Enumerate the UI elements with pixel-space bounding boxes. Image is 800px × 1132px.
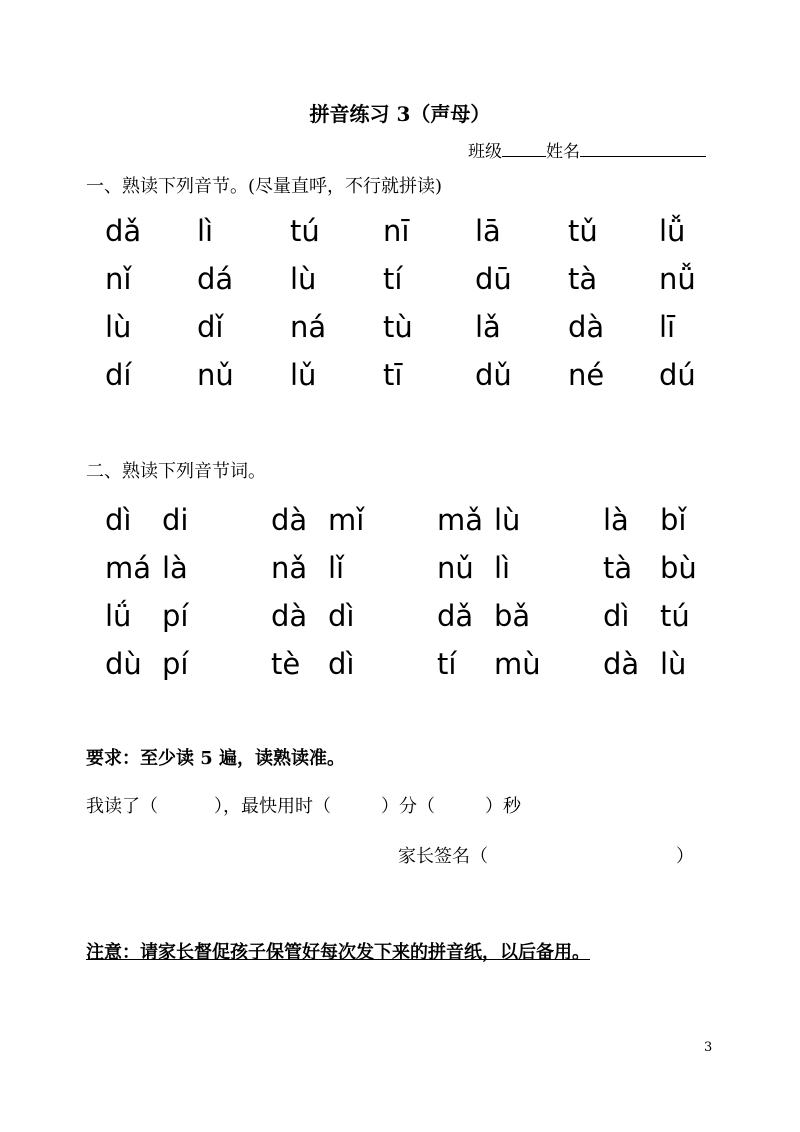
word-syllable: dà	[603, 647, 640, 681]
syllable: tǔ	[568, 214, 598, 248]
word-syllable: bǐ	[660, 503, 687, 537]
syllable: dū	[475, 262, 512, 296]
syllable: lā	[475, 214, 501, 248]
word-syllable: lǘ	[105, 599, 132, 633]
section2-heading: 二、熟读下列音节词。	[86, 461, 266, 482]
syllable: lǎ	[475, 310, 501, 344]
page-number: 3	[704, 1040, 713, 1055]
read-count-label: 我读了（	[86, 796, 158, 817]
word-syllable: dà	[271, 599, 308, 633]
word-syllable: dì	[328, 647, 355, 681]
syllable: dǎ	[105, 214, 142, 248]
class-blank	[502, 140, 546, 157]
word-syllable: dù	[105, 647, 142, 681]
parent-signature-label: 家长签名（	[398, 846, 488, 867]
name-label: 姓名	[546, 142, 580, 162]
syllable: nī	[383, 214, 410, 248]
word-syllable: dì	[105, 503, 132, 537]
syllable: dá	[197, 262, 234, 296]
class-name-line	[468, 137, 706, 162]
word-syllable: lù	[660, 647, 687, 681]
syllable: lī	[659, 310, 676, 344]
word-syllable: mǎ	[437, 503, 484, 537]
syllable: tú	[290, 214, 320, 248]
reading-record-line	[86, 792, 521, 818]
word-syllable: tú	[660, 599, 690, 633]
syllable: lǔ	[290, 358, 317, 392]
word-syllable: là	[603, 503, 629, 537]
minutes-label: ）分（	[381, 796, 435, 817]
syllable: lù	[105, 310, 132, 344]
word-syllable: má	[105, 551, 152, 585]
word-syllable: là	[162, 551, 188, 585]
syllable: lì	[197, 214, 214, 248]
word-syllable: lì	[494, 551, 511, 585]
word-syllable: tí	[437, 647, 457, 681]
syllable: nǐ	[105, 262, 132, 296]
word-syllable: mù	[494, 647, 541, 681]
word-syllable: pí	[162, 647, 189, 681]
syllable: tī	[383, 358, 403, 392]
word-syllable: mǐ	[328, 503, 365, 537]
parent-signature-line	[398, 842, 694, 868]
syllable: tù	[383, 310, 413, 344]
parent-signature-close: ）	[676, 846, 694, 867]
page-title: 拼音练习 3（声母）	[309, 102, 491, 126]
syllable: dà	[568, 310, 605, 344]
fastest-time-label: ），最快用时（	[214, 796, 331, 817]
word-syllable: bù	[660, 551, 697, 585]
syllable: nǔ	[197, 358, 234, 392]
word-syllable: tè	[271, 647, 301, 681]
requirement-text: 要求：至少读 5 遍，读熟读准。	[86, 748, 346, 769]
word-syllable: pí	[162, 599, 189, 633]
section1-heading: 一、熟读下列音节。(尽量直呼，不行就拼读)	[86, 176, 443, 197]
word-syllable: dà	[271, 503, 308, 537]
syllable: tà	[568, 262, 598, 296]
word-syllable: nǔ	[437, 551, 474, 585]
word-syllable: lù	[494, 503, 521, 537]
syllable: né	[568, 358, 605, 392]
word-syllable: dì	[328, 599, 355, 633]
word-syllable: tà	[603, 551, 633, 585]
name-blank	[580, 140, 706, 157]
syllable: lǚ	[659, 214, 686, 248]
syllable: tí	[383, 262, 403, 296]
syllable: lù	[290, 262, 317, 296]
word-syllable: di	[162, 503, 189, 537]
word-syllable: dì	[603, 599, 630, 633]
word-syllable: dǎ	[437, 599, 474, 633]
class-label: 班级	[468, 142, 502, 162]
word-syllable: lǐ	[328, 551, 345, 585]
notice-text: 注意：请家长督促孩子保管好每次发下来的拼音纸，以后备用。	[86, 942, 590, 963]
syllable: dú	[659, 358, 696, 392]
seconds-label: ）秒	[485, 796, 521, 817]
syllable: ná	[290, 310, 327, 344]
word-syllable: bǎ	[494, 599, 531, 633]
word-syllable: nǎ	[271, 551, 308, 585]
syllable: dí	[105, 358, 132, 392]
syllable: nǚ	[659, 262, 696, 296]
syllable: dǔ	[475, 358, 512, 392]
syllable: dǐ	[197, 310, 224, 344]
